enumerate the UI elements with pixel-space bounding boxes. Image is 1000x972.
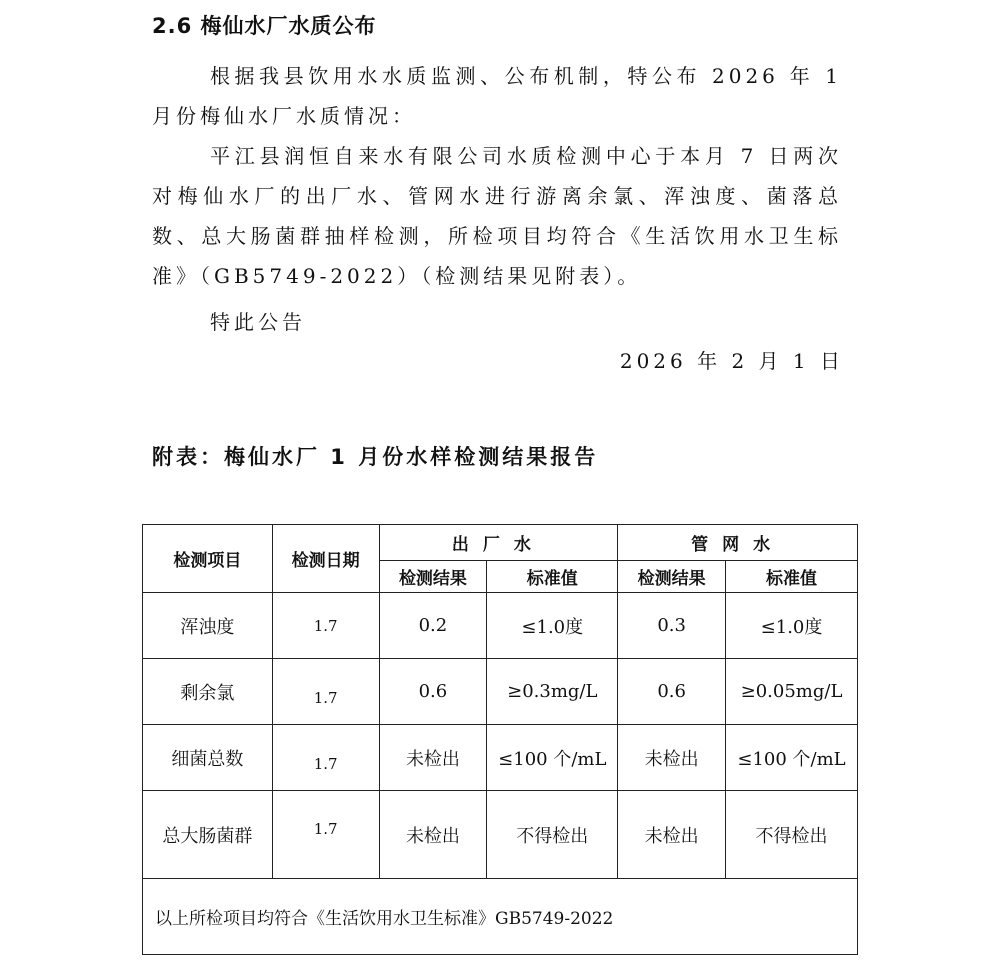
cell-date	[272, 725, 379, 791]
cell-outlet-standard: 不得检出	[487, 791, 618, 879]
cell-outlet-result: 未检出	[379, 725, 487, 791]
cell-network-result: 未检出	[618, 791, 726, 879]
cell-date	[272, 791, 379, 879]
closing-text: 特此公告	[210, 310, 306, 334]
cell-date	[272, 593, 379, 659]
cell-network-standard: ≤100 个/mL	[726, 725, 858, 791]
cell-outlet-standard: ≥0.3mg/L	[487, 659, 618, 725]
header-item: 检测项目	[143, 525, 273, 593]
cell-network-result: 未检出	[618, 725, 726, 791]
date-value: 1.7	[313, 755, 338, 773]
table-row	[143, 659, 858, 725]
notice-date: 2026 年 2 月 1 日	[619, 349, 844, 373]
header-network-result: 检测结果	[618, 561, 726, 593]
cell-network-standard: ≥0.05mg/L	[726, 659, 858, 725]
cell-item: 剩余氯	[143, 659, 273, 725]
section-title: 2.6 梅仙水厂水质公布	[152, 14, 377, 38]
detail-paragraph: 平江县润恒自来水有限公司水质检测中心于本月 7 日两次对梅仙水厂的出厂水、管网水进行游离余氯、浑浊度、菌落总数、总大肠菌群抽样检测，所检项目均符合《生活饮用水卫生标准》（GB5749-2022）（检测结果见附表）。	[152, 144, 842, 288]
table-footer-note: 以上所检项目均符合《生活饮用水卫生标准》GB5749-2022	[143, 879, 858, 955]
cell-outlet-result: 0.2	[379, 593, 487, 659]
table-row	[143, 791, 858, 879]
table-row	[143, 725, 858, 791]
cell-item: 总大肠菌群	[143, 791, 273, 879]
header-network-standard: 标准值	[726, 561, 858, 593]
cell-network-standard: 不得检出	[726, 791, 858, 879]
cell-network-standard: ≤1.0度	[726, 593, 858, 659]
cell-outlet-result: 未检出	[379, 791, 487, 879]
intro-paragraph: 根据我县饮用水水质监测、公布机制，特公布 2026 年 1 月份梅仙水厂水质情况：	[152, 64, 842, 128]
header-outlet-standard: 标准值	[487, 561, 618, 593]
appendix-title: 附表：梅仙水厂 1 月份水样检测结果报告	[152, 445, 599, 469]
header-outlet-result: 检测结果	[379, 561, 487, 593]
table-header-row	[143, 525, 858, 561]
cell-outlet-result: 0.6	[379, 659, 487, 725]
results-table	[142, 524, 858, 955]
header-date: 检测日期	[272, 525, 379, 593]
cell-item: 浑浊度	[143, 593, 273, 659]
cell-outlet-standard: ≤100 个/mL	[487, 725, 618, 791]
cell-outlet-standard: ≤1.0度	[487, 593, 618, 659]
cell-item: 细菌总数	[143, 725, 273, 791]
date-value: 1.7	[313, 820, 338, 838]
date-value: 1.7	[313, 617, 338, 635]
header-network-water: 管网水	[618, 525, 858, 561]
header-outlet-water: 出厂水	[379, 525, 618, 561]
cell-network-result: 0.6	[618, 659, 726, 725]
table-footer-row	[143, 879, 858, 955]
cell-network-result: 0.3	[618, 593, 726, 659]
cell-date	[272, 659, 379, 725]
date-value: 1.7	[313, 689, 338, 707]
table-row	[143, 593, 858, 659]
